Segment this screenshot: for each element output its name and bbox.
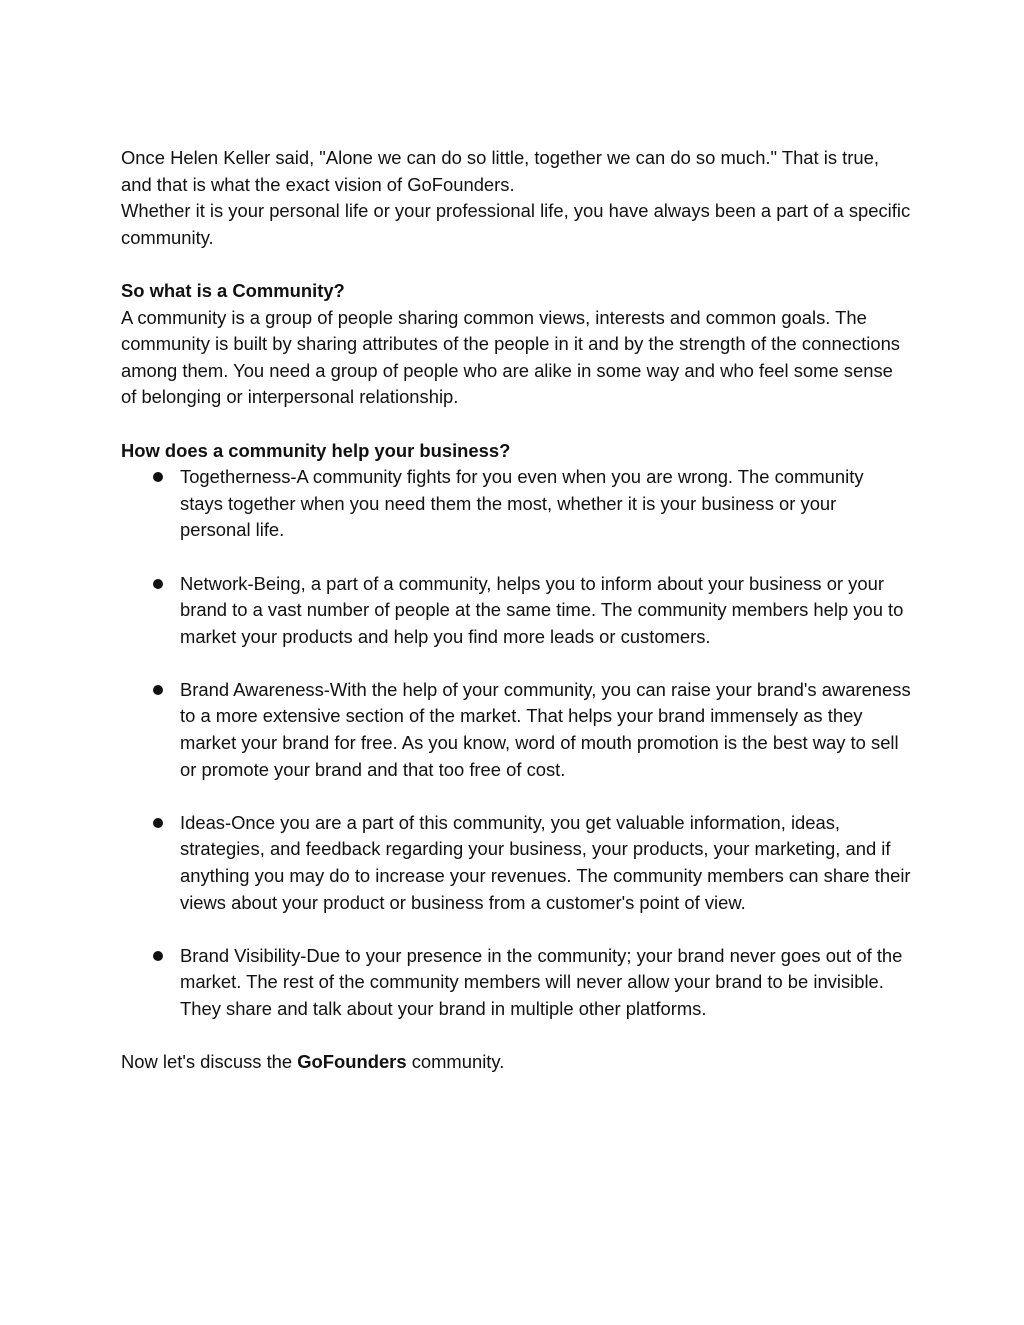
intro-paragraph-1: Once Helen Keller said, "Alone we can do so little, together we can do so much." That is true, and that is what the exact vision of GoFounders. bbox=[121, 147, 879, 195]
section-heading-business: How does a community help your business? bbox=[121, 439, 511, 461]
list-item-text: Network-Being, a part of a community, helps you to inform about your business or your brand to a vast number of people at the same time. The community members help you to market your products and help you find more leads or customers. bbox=[180, 572, 904, 647]
list-item-text: Ideas-Once you are a part of this community, you get valuable information, ideas, strategies, and feedback regarding your business, your products, your marketing, and if anything you may do to increase your revenues. The community members can share their views about your product or business from a customer's point of view. bbox=[180, 811, 911, 913]
section-body-community: A community is a group of people sharing common views, interests and common goals. The community is built by sharing attributes of the people in it and by the strength of the connections among them. You need a group of people who are alike in some way and who feel some sense of belonging or interpersonal relationship. bbox=[121, 306, 900, 408]
list-item-text: Togetherness-A community fights for you even when you are wrong. The community stays together when you need them the most, whether it is your business or your personal life. bbox=[180, 466, 864, 541]
list-item bbox=[121, 810, 911, 916]
list-item-text: Brand Visibility-Due to your presence in the community; your brand never goes out of the market. The rest of the community members will never allow your brand to be invisible. They share and talk about your brand in multiple other platforms. bbox=[180, 944, 903, 1019]
list-item bbox=[121, 571, 911, 651]
list-item-text: Brand Awareness-With the help of your community, you can raise your brand's awareness to a more extensive section of the market. That helps your brand immensely as they market your brand for free. As you know, word of mouth promotion is the best way to sell or promote your brand and that too free of cost. bbox=[180, 678, 911, 780]
spacer bbox=[121, 411, 911, 438]
closing-prefix: Now let's discuss the bbox=[121, 1051, 298, 1073]
bullet-icon bbox=[153, 685, 163, 695]
spacer bbox=[121, 251, 911, 278]
bullet-icon bbox=[153, 472, 163, 482]
benefits-list bbox=[121, 464, 911, 1022]
document-page bbox=[121, 145, 911, 1076]
list-item bbox=[121, 943, 911, 1023]
closing-brand: GoFounders bbox=[297, 1051, 407, 1073]
bullet-icon bbox=[153, 579, 163, 589]
bullet-icon bbox=[153, 951, 163, 961]
intro-paragraph-2: Whether it is your personal life or your professional life, you have always been a part of a specific community. bbox=[121, 200, 911, 248]
bullet-icon bbox=[153, 818, 163, 828]
closing-suffix: community. bbox=[406, 1051, 505, 1073]
list-item bbox=[121, 677, 911, 783]
section-heading-community: So what is a Community? bbox=[121, 279, 345, 301]
list-item bbox=[121, 464, 911, 544]
closing-paragraph bbox=[121, 1049, 911, 1076]
